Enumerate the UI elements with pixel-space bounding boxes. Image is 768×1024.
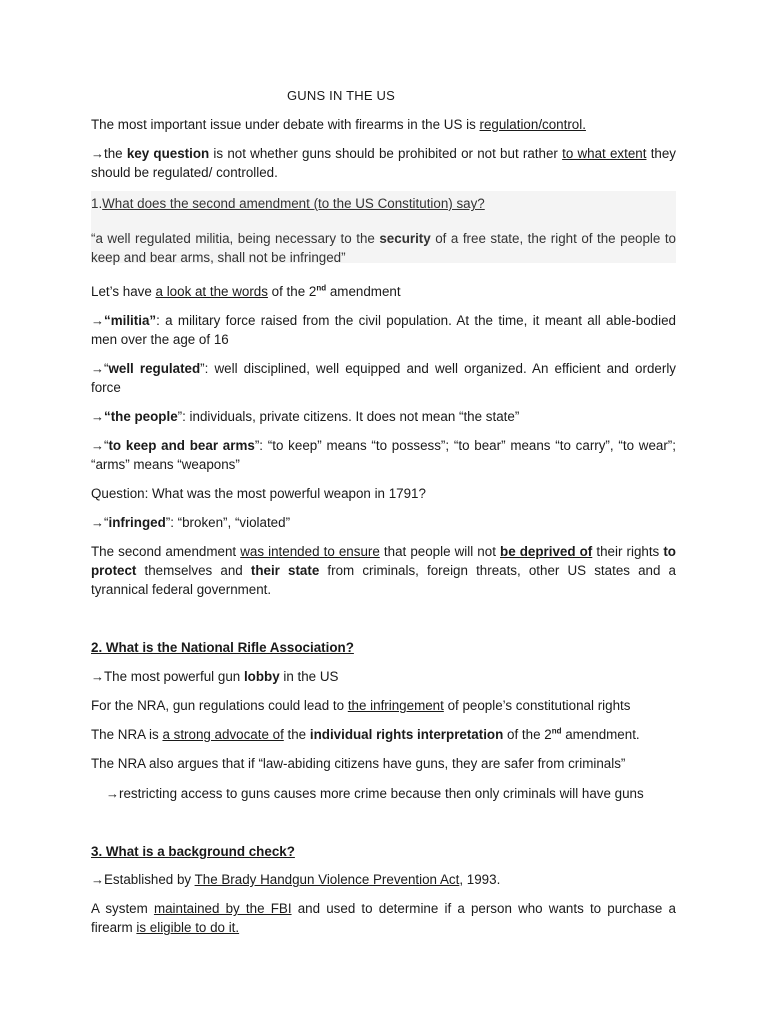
nra-lobby-line bbox=[91, 667, 676, 686]
bold-text: their state bbox=[250, 563, 320, 578]
text: restricting access to guns causes more crime because then only criminals will have guns bbox=[119, 786, 644, 801]
definition-text: ”: well disciplined, well equipped and well organized. An efficient and orderly force bbox=[91, 361, 676, 395]
underlined-text: regulation/control. bbox=[479, 117, 586, 132]
text: Established by bbox=[104, 872, 195, 887]
superscript: nd bbox=[316, 283, 327, 293]
text: amendment. bbox=[561, 727, 640, 742]
text: in the US bbox=[279, 669, 339, 684]
text: from criminals, foreign threats, other US states and a tyrannical federal government. bbox=[91, 563, 677, 597]
section2-heading: 2. What is the National Rifle Association? bbox=[91, 640, 354, 655]
text: , 1993. bbox=[459, 872, 501, 887]
arrow-icon: → bbox=[91, 409, 104, 424]
underlined-text: the infringement bbox=[347, 698, 444, 713]
page-title: GUNS IN THE US bbox=[287, 88, 396, 103]
definition-text: ”: individuals, private citizens. It does not mean “the state” bbox=[177, 409, 520, 424]
term: well regulated bbox=[108, 361, 201, 376]
text: amendment bbox=[326, 284, 401, 299]
superscript: nd bbox=[551, 726, 562, 736]
question-line: Question: What was the most powerful weapon in 1791? bbox=[91, 486, 426, 501]
definition-well-regulated bbox=[91, 359, 676, 397]
term: “the people bbox=[104, 409, 178, 424]
text: of the 2 bbox=[503, 727, 552, 742]
text: For the NRA, gun regulations could lead to bbox=[91, 698, 348, 713]
text: is not whether guns should be prohibited or not but rather bbox=[209, 146, 563, 161]
amendment-purpose-paragraph bbox=[91, 542, 676, 599]
text: The most powerful gun bbox=[104, 669, 244, 684]
definition-text: : a military force raised from the civil population. At the time, it meant all able-bodied men over the age of 16 bbox=[91, 313, 676, 347]
section3-heading: 3. What is a background check? bbox=[91, 844, 295, 859]
arrow-icon: → bbox=[91, 361, 104, 376]
text: the bbox=[283, 727, 310, 742]
arrow-icon: → bbox=[91, 872, 104, 887]
text: “a well regulated militia, being necessary to the bbox=[91, 231, 380, 246]
text: of the 2 bbox=[267, 284, 317, 299]
underlined-text: The Brady Handgun Violence Prevention Act bbox=[194, 872, 460, 887]
text: A system bbox=[91, 901, 154, 916]
nra-paragraph-2 bbox=[91, 725, 676, 744]
term: to keep and bear arms bbox=[108, 438, 255, 453]
definition-keep-bear-arms bbox=[91, 436, 676, 474]
nra-paragraph-1 bbox=[91, 696, 676, 715]
heading-number: 1. bbox=[91, 196, 103, 211]
amendment-quote-box bbox=[91, 191, 676, 263]
underlined-text: a strong advocate of bbox=[162, 727, 284, 742]
bold-text: lobby bbox=[243, 669, 280, 684]
background-check-paragraph bbox=[91, 899, 676, 937]
words-intro bbox=[91, 282, 676, 301]
text: the bbox=[104, 146, 127, 161]
bold-text: to protect bbox=[91, 544, 676, 578]
definition-text: ”: “broken”, “violated” bbox=[165, 515, 291, 530]
text: “ bbox=[104, 438, 109, 453]
text: “ bbox=[104, 515, 109, 530]
text: that people will not bbox=[379, 544, 501, 559]
text: they should be regulated/ controlled. bbox=[91, 146, 676, 180]
arrow-icon: → bbox=[91, 438, 104, 453]
brady-act-line bbox=[91, 870, 676, 889]
bold-text: individual rights interpretation bbox=[309, 727, 504, 742]
definition-text: ”: “to keep” means “to possess”; “to bear” means “to carry”, “to wear”; “arms” means “weapons” bbox=[91, 438, 676, 472]
term: infringed bbox=[108, 515, 166, 530]
text: of people’s constitutional rights bbox=[443, 698, 631, 713]
arrow-icon: → bbox=[91, 669, 104, 684]
section1-heading bbox=[91, 194, 485, 213]
underlined-text: is eligible to do it. bbox=[136, 920, 240, 935]
arrow-icon: → bbox=[91, 313, 104, 328]
underlined-text: maintained by the FBI bbox=[153, 901, 292, 916]
text: The most important issue under debate with firearms in the US is bbox=[91, 117, 480, 132]
text: of a free state, the right of the people to keep and bear arms, shall not be infringed” bbox=[91, 231, 677, 265]
text: Let’s have bbox=[91, 284, 156, 299]
text: and used to determine if a person who wants to purchase a firearm bbox=[91, 901, 676, 935]
key-question-paragraph bbox=[91, 144, 676, 182]
definition-militia bbox=[91, 311, 676, 349]
amendment-quote bbox=[91, 229, 676, 267]
intro-paragraph bbox=[91, 115, 676, 134]
bold-underlined-text: be deprived of bbox=[500, 544, 593, 559]
arrow-icon: → bbox=[91, 515, 104, 530]
arrow-icon: → bbox=[106, 786, 119, 801]
bold-text: key question bbox=[126, 146, 210, 161]
underlined-text: was intended to ensure bbox=[240, 544, 380, 559]
text: The second amendment bbox=[91, 544, 241, 559]
definition-infringed bbox=[91, 513, 676, 532]
arrow-icon: → bbox=[91, 146, 104, 161]
term: “militia” bbox=[104, 313, 157, 328]
text: “ bbox=[104, 361, 109, 376]
nra-paragraph-3: The NRA also argues that if “law-abiding citizens have guns, they are safer from criminals” bbox=[91, 756, 626, 771]
nra-consequence-line bbox=[106, 784, 676, 803]
underlined-text: to what extent bbox=[562, 146, 647, 161]
definition-the-people bbox=[91, 407, 676, 426]
bold-text: security bbox=[379, 231, 431, 246]
heading-text: What does the second amendment (to the US Constitution) say? bbox=[102, 196, 485, 211]
text: The NRA is bbox=[91, 727, 163, 742]
underlined-text: a look at the words bbox=[155, 284, 268, 299]
text: their rights bbox=[592, 544, 664, 559]
text: themselves and bbox=[136, 563, 251, 578]
